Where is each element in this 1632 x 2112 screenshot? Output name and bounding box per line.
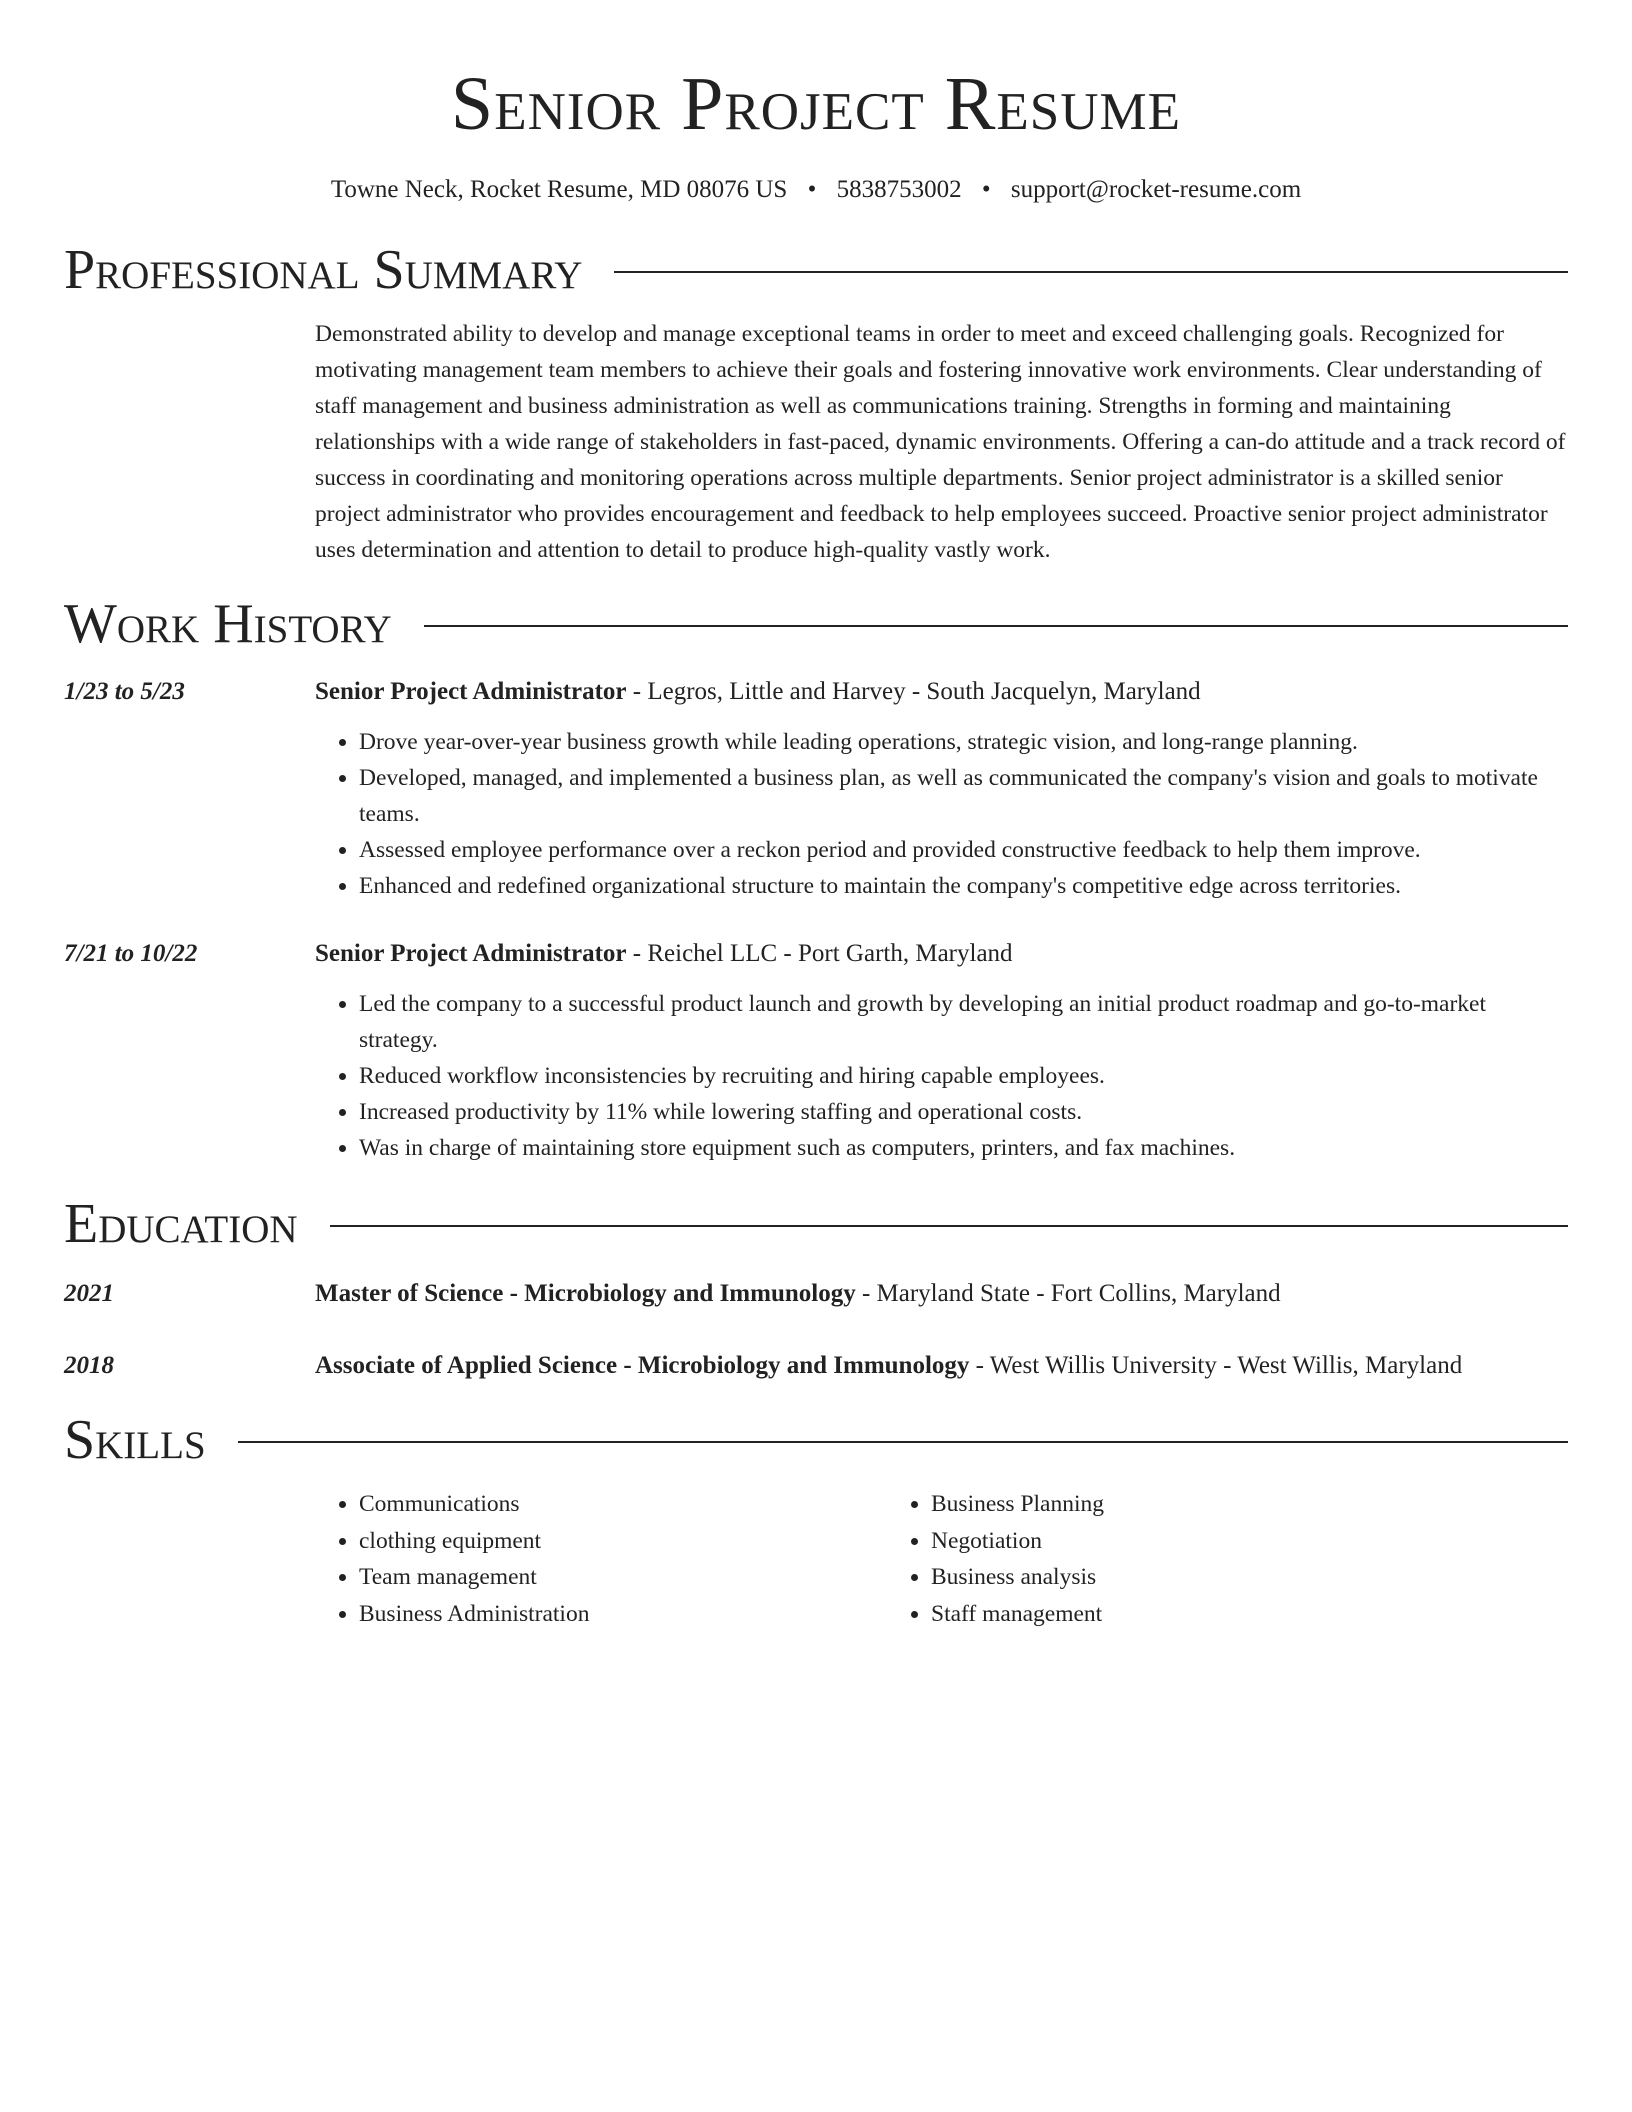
contact-address: Towne Neck, Rocket Resume, MD 08076 US: [330, 176, 788, 203]
contact-line: [64, 174, 1568, 206]
job-bullets: [315, 986, 1568, 1166]
summary-text: Demonstrated ability to develop and manage exceptional teams in order to meet and exceed challenging goals. Recognized for motivating management team members to achieve their goals and fostering innovative work environments. Clear understanding of staff management and business administration as well as communications training. Strengths in forming and maintaining relationships with a wide range of stakeholders in fast-paced, dynamic environments. Offering a can-do attitude and a track record of success in coordinating and monitoring operations across multiple departments. Senior project administrator is a skilled senior project administrator who provides encouragement and feedback to help employees succeed. Proactive senior project administrator uses determination and attention to detail to produce high-quality vastly work.: [315, 321, 1566, 563]
skill-item: • Staff management: [931, 1596, 1459, 1633]
degree-name: Master of Science - Microbiology and Immunology: [315, 1280, 856, 1307]
work-title-line: [315, 936, 1568, 972]
job-bullet: • Developed, managed, and implemented a business plan, as well as communicated the company's vision and goals to motivate teams.: [359, 760, 1568, 832]
education-entry: [64, 1276, 1568, 1312]
skill-item: • clothing equipment: [359, 1523, 887, 1560]
education-year: 2018: [64, 1352, 114, 1379]
skills-section-header: [64, 1408, 1568, 1472]
section-divider: [330, 1225, 1568, 1227]
job-title: Senior Project Administrator: [315, 678, 627, 705]
education-heading: Education: [64, 1193, 298, 1255]
school-location: - West Willis University - West Willis, Maryland: [969, 1352, 1463, 1379]
school-location: - Maryland State - Fort Collins, Maryland: [855, 1280, 1281, 1307]
job-bullet: • Was in charge of maintaining store equipment such as computers, printers, and fax machines.: [359, 1130, 1568, 1166]
work-dates: 1/23 to 5/23: [64, 678, 185, 705]
skill-item: • Business analysis: [931, 1559, 1459, 1596]
resume-name: Senior Project Resume: [450, 62, 1182, 146]
work-entry-body: [315, 936, 1568, 1166]
skill-item: • Communications: [359, 1486, 887, 1523]
work-title-line: [315, 674, 1568, 710]
work-entry: [64, 936, 1568, 1166]
section-divider: [238, 1441, 1568, 1443]
work-heading: Work History: [64, 593, 392, 655]
skills-column-left: [315, 1486, 887, 1632]
job-bullet: • Led the company to a successful product launch and growth by developing an initial product roadmap and go-to-market strategy.: [359, 986, 1568, 1058]
job-bullet: • Drove year-over-year business growth while leading operations, strategic vision, and long-range planning.: [359, 724, 1568, 760]
education-entry-body: [315, 1348, 1568, 1384]
education-entry-body: [315, 1276, 1568, 1312]
job-title: Senior Project Administrator: [315, 940, 627, 967]
degree-name: Associate of Applied Science - Microbiology and Immunology: [315, 1352, 970, 1379]
work-entry-body: [315, 674, 1568, 904]
work-entry: [64, 674, 1568, 904]
summary-section-header: [64, 238, 1568, 302]
skills-heading: Skills: [64, 1409, 206, 1471]
education-title-line: [315, 1276, 1568, 1312]
education-title-line: [315, 1348, 1568, 1384]
skills-column-right: [887, 1486, 1459, 1632]
contact-phone: 5838753002: [836, 176, 962, 203]
section-divider: [614, 271, 1568, 273]
work-dates: 7/21 to 10/22: [64, 940, 198, 967]
job-bullet: • Assessed employee performance over a reckon period and provided constructive feedback to help them improve.: [359, 832, 1568, 868]
job-employer-location: - Reichel LLC - Port Garth, Maryland: [626, 940, 1013, 967]
skill-item: • Business Planning: [931, 1486, 1459, 1523]
skill-item: • Business Administration: [359, 1596, 887, 1633]
education-entry: [64, 1348, 1568, 1384]
skill-item: • Negotiation: [931, 1523, 1459, 1560]
summary-heading: Professional Summary: [64, 239, 583, 301]
job-bullet: • Reduced workflow inconsistencies by recruiting and hiring capable employees.: [359, 1058, 1568, 1094]
contact-separator: •: [807, 176, 817, 203]
work-section-header: [64, 592, 1568, 656]
education-section-header: [64, 1192, 1568, 1256]
skill-item: • Team management: [359, 1559, 887, 1596]
contact-email: support@rocket-resume.com: [1010, 176, 1302, 203]
job-employer-location: - Legros, Little and Harvey - South Jacquelyn, Maryland: [626, 678, 1201, 705]
job-bullets: [315, 724, 1568, 904]
job-bullet: • Increased productivity by 11% while lowering staffing and operational costs.: [359, 1094, 1568, 1130]
job-bullet: • Enhanced and redefined organizational structure to maintain the company's competitive edge across territories.: [359, 868, 1568, 904]
skills-grid: [315, 1486, 1568, 1632]
section-divider: [424, 625, 1568, 627]
education-year: 2021: [64, 1280, 114, 1307]
contact-separator: •: [981, 176, 991, 203]
